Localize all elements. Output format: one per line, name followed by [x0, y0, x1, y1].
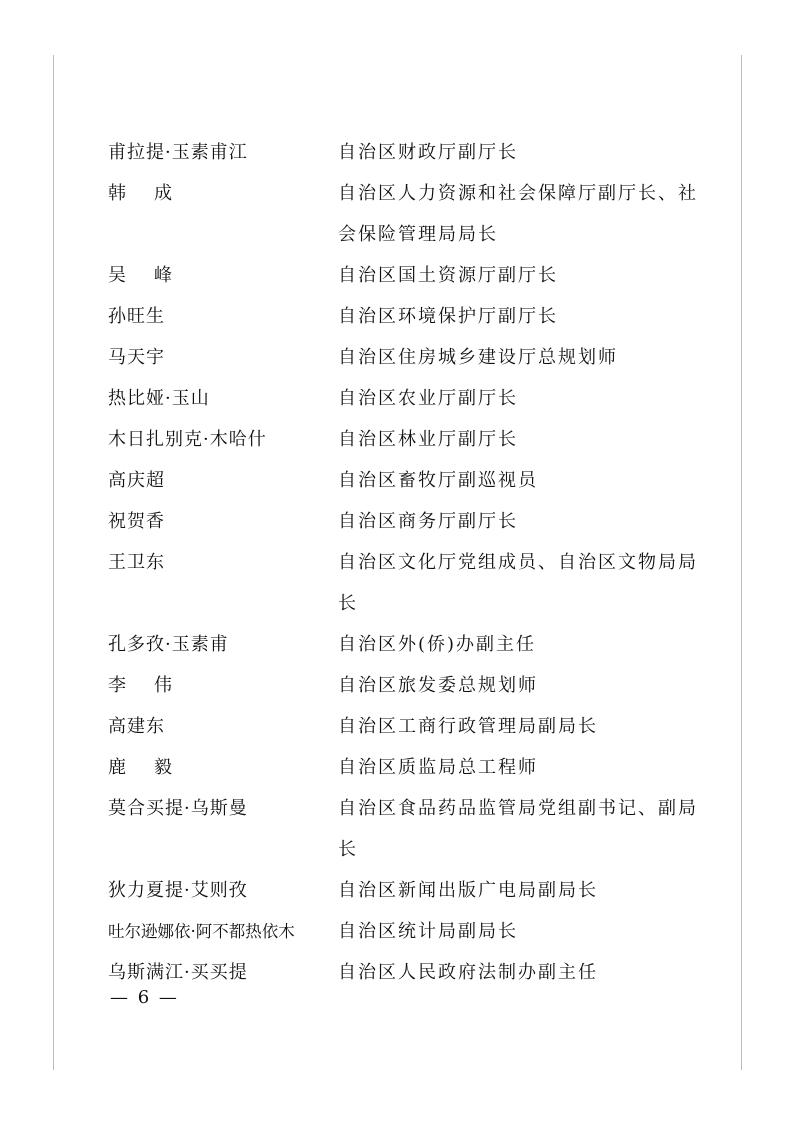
person-name: 木日扎别克·木哈什: [108, 429, 267, 450]
position-title: 自治区旅发委总规划师: [338, 675, 538, 696]
person-name: 高建东: [108, 716, 165, 737]
list-item: [108, 132, 708, 173]
position-title: 自治区林业厅副厅长: [338, 429, 518, 450]
position-title: 自治区人力资源和社会保障厅副厅长、社会保险管理局局长: [338, 183, 698, 245]
position-title: 自治区国土资源厅副厅长: [338, 265, 558, 286]
list-item: [108, 419, 708, 460]
person-name: 鹿毅: [108, 757, 200, 778]
position-title: 自治区财政厅副厅长: [338, 142, 518, 163]
position-title: 自治区人民政府法制办副主任: [338, 962, 598, 983]
list-item: [108, 624, 708, 665]
person-name: 热比娅·玉山: [108, 388, 210, 409]
person-name: 甫拉提·玉素甫江: [108, 142, 248, 163]
list-item: [108, 665, 708, 706]
position-title: 自治区住房城乡建设厅总规划师: [338, 347, 618, 368]
list-item: [108, 460, 708, 501]
person-name: 乌斯满江·买买提: [108, 962, 248, 983]
person-name: 马天宇: [108, 347, 165, 368]
list-item: [108, 952, 708, 993]
left-margin-rule: [53, 55, 54, 1070]
person-name: 狄力夏提·艾则孜: [108, 880, 248, 901]
list-item: [108, 378, 708, 419]
position-title: 自治区新闻出版广电局副局长: [338, 880, 598, 901]
position-title: 自治区环境保护厅副厅长: [338, 306, 558, 327]
position-title: 自治区畜牧厅副巡视员: [338, 470, 538, 491]
person-name: 李伟: [108, 675, 200, 696]
position-title: 自治区农业厅副厅长: [338, 388, 518, 409]
position-title: 自治区外(侨)办副主任: [338, 634, 537, 655]
person-name: 高庆超: [108, 470, 165, 491]
list-item: [108, 255, 708, 296]
person-name: 孙旺生: [108, 306, 165, 327]
list-item: [108, 911, 708, 952]
person-name: 莫合买提·乌斯曼: [108, 798, 248, 819]
person-name: 韩成: [108, 183, 200, 204]
right-margin-rule: [741, 55, 742, 1070]
person-name: 祝贺香: [108, 511, 165, 532]
list-item: [108, 501, 708, 542]
list-item: [108, 542, 708, 624]
position-title: 自治区质监局总工程师: [338, 757, 538, 778]
list-item: [108, 173, 708, 255]
appointment-list: [108, 132, 708, 993]
list-item: [108, 747, 708, 788]
person-name: 吐尔逊娜依·阿不都热依木: [108, 922, 295, 941]
position-title: 自治区文化厅党组成员、自治区文物局局长: [338, 552, 698, 614]
list-item: [108, 296, 708, 337]
person-name: 孔多孜·玉素甫: [108, 634, 229, 655]
position-title: 自治区商务厅副厅长: [338, 511, 518, 532]
list-item: [108, 337, 708, 378]
position-title: 自治区工商行政管理局副局长: [338, 716, 598, 737]
list-item: [108, 870, 708, 911]
position-title: 自治区统计局副局长: [338, 921, 518, 942]
page-number: — 6 —: [110, 987, 179, 1008]
person-name: 王卫东: [108, 552, 165, 573]
person-name: 吴峰: [108, 265, 200, 286]
position-title: 自治区食品药品监管局党组副书记、副局长: [338, 798, 698, 860]
list-item: [108, 788, 708, 870]
list-item: [108, 706, 708, 747]
